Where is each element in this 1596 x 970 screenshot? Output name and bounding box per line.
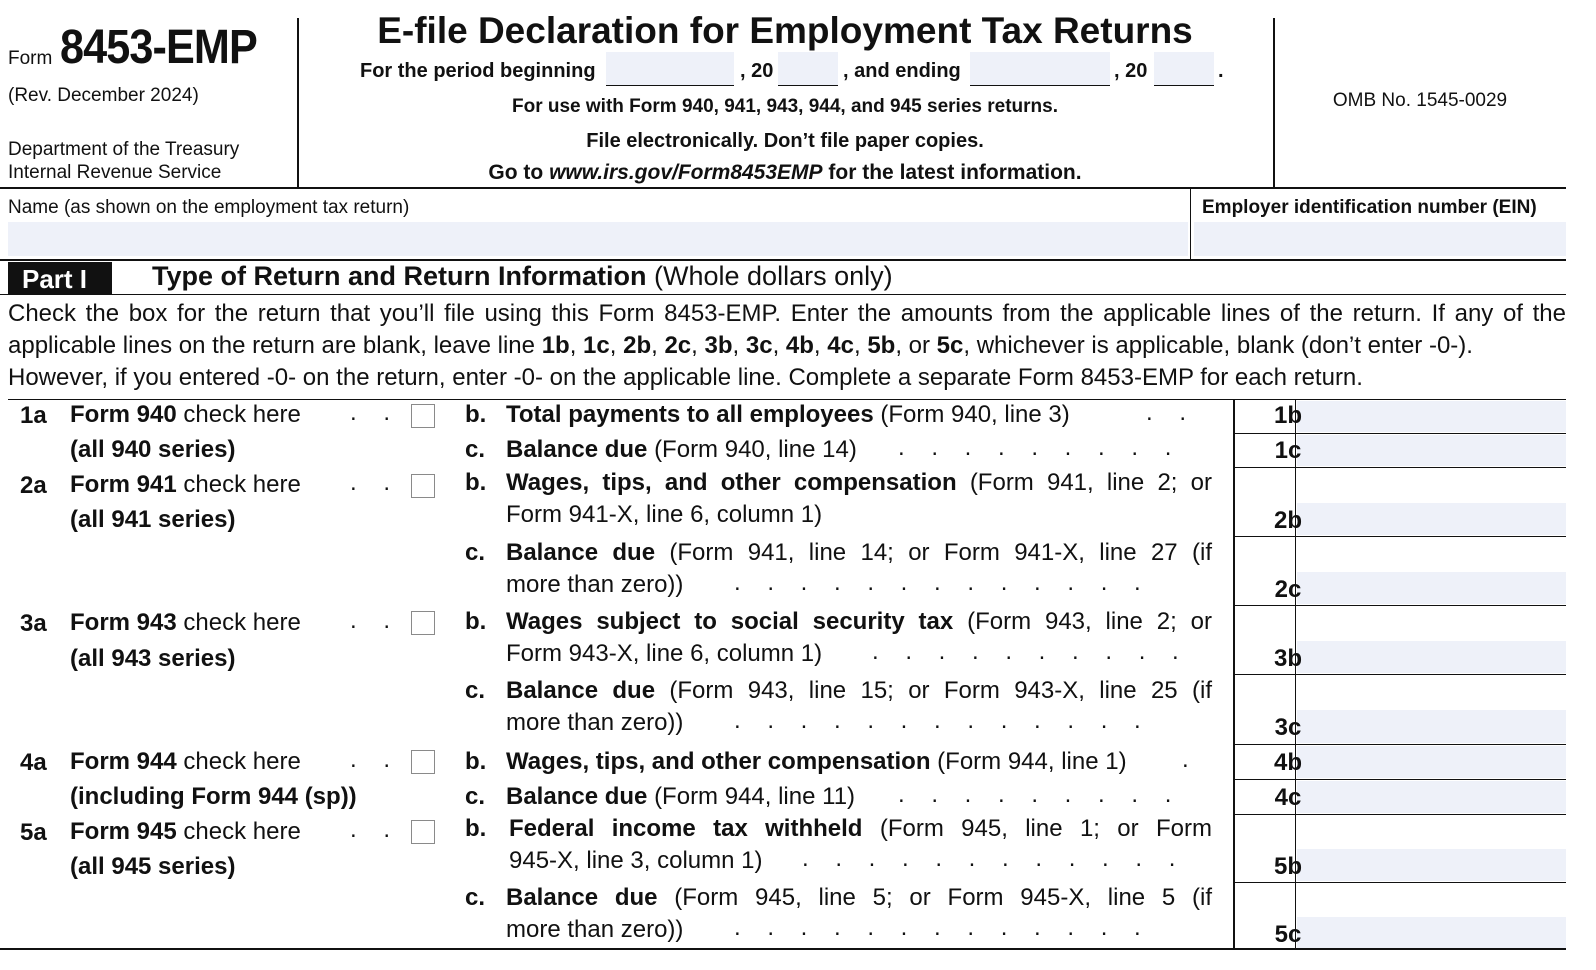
check-here: check here xyxy=(183,471,301,498)
line-desc xyxy=(506,675,1212,707)
line-desc-rest: (Form 940, line 14) xyxy=(654,436,857,463)
line-desc xyxy=(506,399,1070,431)
box-rule xyxy=(1234,467,1566,468)
line-desc-bold: Federal income tax withheld xyxy=(509,815,863,842)
line-desc-rest: (Form 945, line 5; or Form 945-X, line 5 (if xyxy=(674,884,1213,911)
instructions-line-2-prefix: applicable lines on the return are blank, leave line xyxy=(8,332,536,359)
return-series: (all 945 series) xyxy=(70,853,236,880)
period-beginning-year-input[interactable] xyxy=(778,52,838,86)
ref-5b: 5b xyxy=(867,332,896,359)
leader-dots: . . xyxy=(350,469,401,496)
form-name: Form 941 xyxy=(70,471,177,498)
file-electronically-note: File electronically. Don’t file paper copies. xyxy=(586,130,984,152)
line-desc-rest: (Form 941, line 14; or Form 941-X, line 27 (if xyxy=(669,539,1212,566)
year-prefix-2: , 20 xyxy=(1114,60,1148,82)
form-name: Form 945 xyxy=(70,818,177,845)
line-letter: b. xyxy=(465,469,487,496)
line-number: 3a xyxy=(20,610,47,637)
line-desc xyxy=(506,746,1127,778)
check-here: check here xyxy=(183,818,301,845)
leader-dots: . . . . . . . . . . . . . xyxy=(734,569,1151,596)
leader-dots: . . xyxy=(350,746,401,773)
form-word: Form xyxy=(8,48,53,69)
box-rule xyxy=(1234,605,1566,606)
amount-1b-input[interactable] xyxy=(1297,401,1566,432)
leader-dots: . . xyxy=(350,816,401,843)
line-desc-cont: more than zero)) xyxy=(506,916,684,943)
line-desc-rest: (Form 945, line 1; or Form xyxy=(879,815,1212,842)
name-input[interactable] xyxy=(8,222,1188,256)
line-desc-bold: Balance due xyxy=(506,783,648,810)
ein-divider xyxy=(1190,189,1191,259)
ref-2c: 2c xyxy=(664,332,692,359)
form-title: E-file Declaration for Employment Tax Returns xyxy=(377,10,1193,51)
box-label-3c: 3c xyxy=(1274,714,1302,741)
line-desc-rest: (Form 943, line 2; or xyxy=(967,608,1212,635)
instructions-line-2: applicable lines on the return are blank, leave line 1b, 1c, 2b, 2c, 3b, 3c, 4b, 4c, 5b, or 5c, whichever is applicable, blank (don’t enter -0-). xyxy=(8,332,1473,359)
amount-2b-input[interactable] xyxy=(1297,503,1566,535)
amount-4b-input[interactable] xyxy=(1297,746,1566,778)
part-tag-label: Part I xyxy=(22,264,88,294)
amount-1c-input[interactable] xyxy=(1297,435,1566,466)
leader-dots: . . . . . . . . . . xyxy=(872,638,1189,665)
department: Department of the Treasury xyxy=(8,139,240,160)
amount-5b-input[interactable] xyxy=(1297,849,1566,881)
line-desc-rest: (Form 940, line 3) xyxy=(880,401,1070,428)
line-desc-cont: 945-X, line 3, column 1) xyxy=(509,847,763,874)
leader-dots: . xyxy=(1182,746,1199,773)
line-letter: b. xyxy=(465,748,487,775)
box-rule xyxy=(1234,744,1566,745)
line-desc-rest: (Form 943, line 15; or Form 943-X, line 25 (if xyxy=(669,677,1212,704)
line-desc-bold: Wages, tips, and other compensation xyxy=(506,748,931,775)
leader-dots: . . . . . . . . . . . . xyxy=(802,845,1186,872)
line-desc xyxy=(506,606,1212,638)
amount-2c-input[interactable] xyxy=(1297,572,1566,604)
line-letter: c. xyxy=(465,436,486,463)
box-label-1b: 1b xyxy=(1273,402,1302,429)
ref-4b: 4b xyxy=(785,332,814,359)
return-series: (all 940 series) xyxy=(70,436,236,463)
name-label: Name (as shown on the employment tax return) xyxy=(8,197,410,218)
amount-3b-input[interactable] xyxy=(1297,641,1566,673)
line-desc-bold: Wages, tips, and other compensation xyxy=(506,469,957,496)
form-945-checkbox[interactable] xyxy=(411,820,435,844)
return-label xyxy=(70,399,301,431)
return-label xyxy=(70,746,301,778)
amount-5c-input[interactable] xyxy=(1297,917,1566,948)
leader-dots: . . . . . . . . . xyxy=(898,434,1182,461)
instructions-line-2-suffix: whichever is applicable, blank (don’t enter -0-). xyxy=(976,332,1473,359)
form-name: Form 943 xyxy=(70,609,177,636)
part-title-main: Type of Return and Return Information xyxy=(152,261,647,291)
period-end-punct: . xyxy=(1218,60,1224,82)
period-beginning-label: For the period beginning xyxy=(360,60,596,82)
return-series: (including Form 944 (sp)) xyxy=(70,783,357,810)
ref-1b: 1b xyxy=(541,332,570,359)
period-ending-input[interactable] xyxy=(970,52,1110,86)
line-desc-cont: Form 943-X, line 6, column 1) xyxy=(506,640,823,667)
leader-dots: . . . . . . . . . . . . . xyxy=(734,707,1151,734)
box-label-4b: 4b xyxy=(1273,749,1302,776)
box-label-5c: 5c xyxy=(1274,921,1302,948)
check-here: check here xyxy=(183,748,301,775)
line-letter: b. xyxy=(465,815,487,842)
box-label-2c: 2c xyxy=(1274,576,1302,603)
line-letter: c. xyxy=(465,677,486,704)
return-label xyxy=(70,607,301,639)
line-number: 2a xyxy=(20,472,47,499)
box-label-2b: 2b xyxy=(1273,507,1302,534)
instructions-line-3: However, if you entered -0- on the return, enter -0- on the applicable line. Complete a separate Form 8453-EMP for each return. xyxy=(8,364,1363,391)
use-with-note: For use with Form 940, 941, 943, 944, and 945 series returns. xyxy=(512,96,1058,117)
line-desc-rest: (Form 944, line 1) xyxy=(937,748,1127,775)
return-series: (all 943 series) xyxy=(70,645,236,672)
box-rule xyxy=(1234,433,1566,434)
form-name: Form 940 xyxy=(70,401,177,428)
line-desc-cont: more than zero)) xyxy=(506,709,684,736)
box-label-3b: 3b xyxy=(1273,645,1302,672)
part-heading-rule xyxy=(0,294,1566,295)
leader-dots: . . . . . . . . . xyxy=(898,781,1182,808)
amount-3c-input[interactable] xyxy=(1297,710,1566,743)
ref-1c: 1c xyxy=(583,332,610,359)
ref-2b: 2b xyxy=(623,332,652,359)
part-tag xyxy=(8,262,112,294)
instructions-line-1: Check the box for the return that you’ll file using this Form 8453-EMP. Enter the amounts from the applicable lines of the return. If any of the xyxy=(8,300,1566,327)
box-rule xyxy=(1234,814,1566,815)
line-desc xyxy=(506,882,1212,914)
return-label xyxy=(70,469,301,501)
line-desc-bold: Balance due xyxy=(506,436,648,463)
line-letter: c. xyxy=(465,783,486,810)
return-series: (all 941 series) xyxy=(70,506,236,533)
header-divider-left xyxy=(297,18,299,188)
ref-3c: 3c xyxy=(745,332,773,359)
box-label-1c: 1c xyxy=(1274,437,1302,464)
period-ending-year-input[interactable] xyxy=(1154,52,1214,86)
goto-suffix: for the latest information. xyxy=(828,161,1082,184)
part-title-suffix: (Whole dollars only) xyxy=(654,261,893,291)
revision-date: (Rev. December 2024) xyxy=(8,85,199,106)
box-rule xyxy=(1234,536,1566,537)
form-940-checkbox[interactable] xyxy=(411,404,435,428)
line-desc-rest: (Form 944, line 11) xyxy=(654,783,856,810)
line-letter: c. xyxy=(465,884,486,911)
line-desc-bold: Wages subject to social security tax xyxy=(506,608,954,635)
box-label-5b: 5b xyxy=(1273,853,1302,880)
omb-number: OMB No. 1545-0029 xyxy=(1332,90,1508,111)
line-number: 5a xyxy=(20,819,47,846)
amount-4c-input[interactable] xyxy=(1297,781,1566,813)
goto-note xyxy=(300,161,1270,185)
line-desc xyxy=(506,467,1212,499)
line-desc-cont: more than zero)) xyxy=(506,571,684,598)
ein-input[interactable] xyxy=(1194,222,1566,256)
form-name: Form 944 xyxy=(70,748,177,775)
form-943-checkbox[interactable] xyxy=(411,611,435,635)
line-number: 1a xyxy=(20,402,47,429)
part-title xyxy=(152,261,893,292)
form-941-checkbox[interactable] xyxy=(411,474,435,498)
period-beginning-input[interactable] xyxy=(606,52,734,86)
box-label-4c: 4c xyxy=(1274,784,1302,811)
leader-dots: . . xyxy=(1146,399,1197,426)
and-ending-label: , and ending xyxy=(843,60,961,82)
return-label xyxy=(70,816,301,848)
form-944-checkbox[interactable] xyxy=(411,750,435,774)
leader-dots: . . . . . . . . . . . . . xyxy=(734,914,1151,941)
box-rule xyxy=(1234,882,1566,883)
check-here: check here xyxy=(183,401,301,428)
ref-5c: 5c xyxy=(936,332,964,359)
line-letter: b. xyxy=(465,401,487,428)
agency: Internal Revenue Service xyxy=(8,162,222,183)
goto-prefix: Go to xyxy=(488,161,544,184)
header-divider-right xyxy=(1273,18,1275,188)
line-desc xyxy=(506,781,855,813)
leader-dots: . . xyxy=(350,399,401,426)
line-letter: b. xyxy=(465,608,487,635)
line-desc-bold: Total payments to all employees xyxy=(506,401,874,428)
line-desc xyxy=(506,537,1212,569)
ref-3b: 3b xyxy=(704,332,733,359)
leader-dots: . . xyxy=(350,607,401,634)
line-desc xyxy=(506,434,857,466)
header-rule xyxy=(0,187,1566,189)
box-rule xyxy=(1234,674,1566,675)
line-desc xyxy=(509,813,1212,845)
bottom-rule xyxy=(0,948,1566,950)
line-letter: c. xyxy=(465,539,486,566)
line-desc-bold: Balance due xyxy=(506,539,656,566)
ref-4c: 4c xyxy=(827,332,854,359)
form-number: 8453-EMP xyxy=(60,21,257,74)
ein-label: Employer identification number (EIN) xyxy=(1202,197,1537,218)
line-desc-bold: Balance due xyxy=(506,884,658,911)
check-here: check here xyxy=(183,609,301,636)
line-desc-bold: Balance due xyxy=(506,677,656,704)
line-number: 4a xyxy=(20,749,47,776)
irs-url-link[interactable]: www.irs.gov/Form8453EMP xyxy=(549,161,823,184)
line-desc-cont: Form 941-X, line 6, column 1) xyxy=(506,501,823,528)
box-rule xyxy=(1234,779,1566,780)
line-desc-rest: (Form 941, line 2; or xyxy=(969,469,1212,496)
year-prefix-1: , 20 xyxy=(740,60,774,82)
